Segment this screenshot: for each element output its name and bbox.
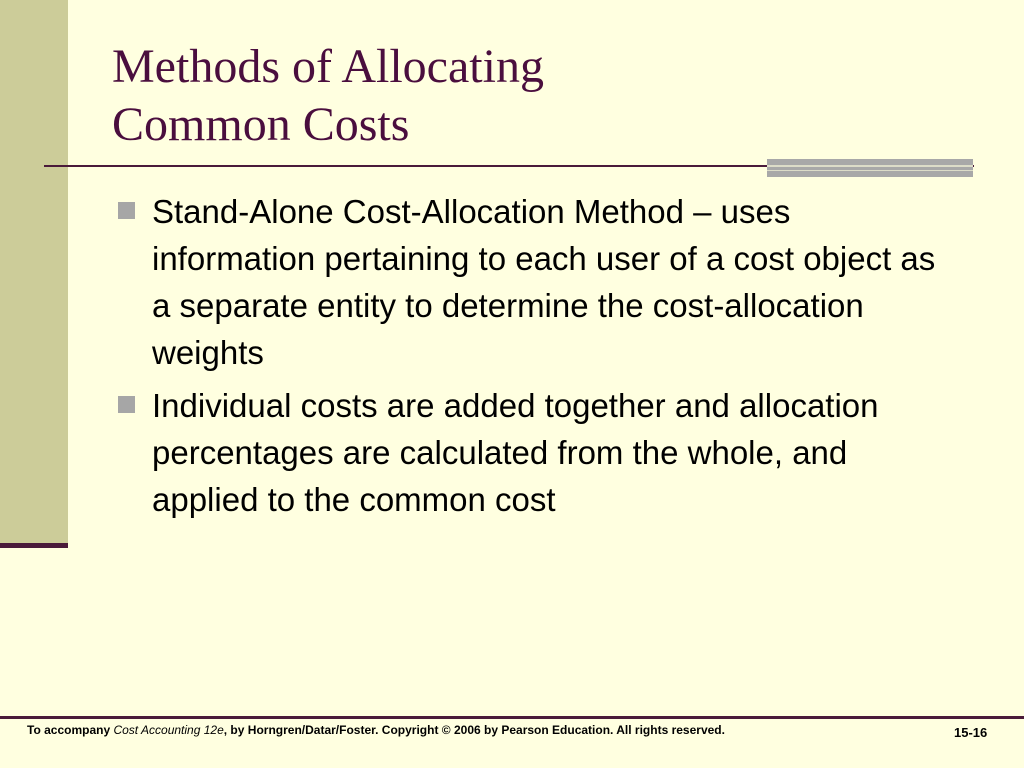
bullet-item xyxy=(115,188,945,376)
footer-book-title: Cost Accounting 12e xyxy=(113,723,224,737)
footer-prefix: To accompany xyxy=(27,723,114,737)
left-accent-bar xyxy=(0,0,68,543)
slide-title-line-1: Methods of Allocating xyxy=(112,40,544,93)
footer-suffix: , by Horngren/Datar/Foster. Copyright © 2006 by Pearson Education. All rights reserved. xyxy=(223,723,725,737)
footer-copyright xyxy=(27,723,725,737)
title-divider-accent xyxy=(767,159,973,178)
slide-title xyxy=(112,38,912,154)
square-bullet-icon xyxy=(118,396,135,413)
page-number: 15-16 xyxy=(954,725,988,740)
square-bullet-icon xyxy=(118,202,135,219)
bullet-list xyxy=(115,188,945,529)
bullet-text: Stand-Alone Cost-Allocation Method – uses information pertaining to each user of a cost object as a separate entity to determine the cost-allocation weights xyxy=(152,193,936,371)
footer-divider xyxy=(0,716,1024,719)
bullet-text: Individual costs are added together and allocation percentages are calculated from the whole, and applied to the common cost xyxy=(152,387,879,518)
slide-title-line-2: Common Costs xyxy=(112,98,410,151)
left-accent-bar-underline xyxy=(0,543,68,548)
bullet-item xyxy=(115,382,945,523)
